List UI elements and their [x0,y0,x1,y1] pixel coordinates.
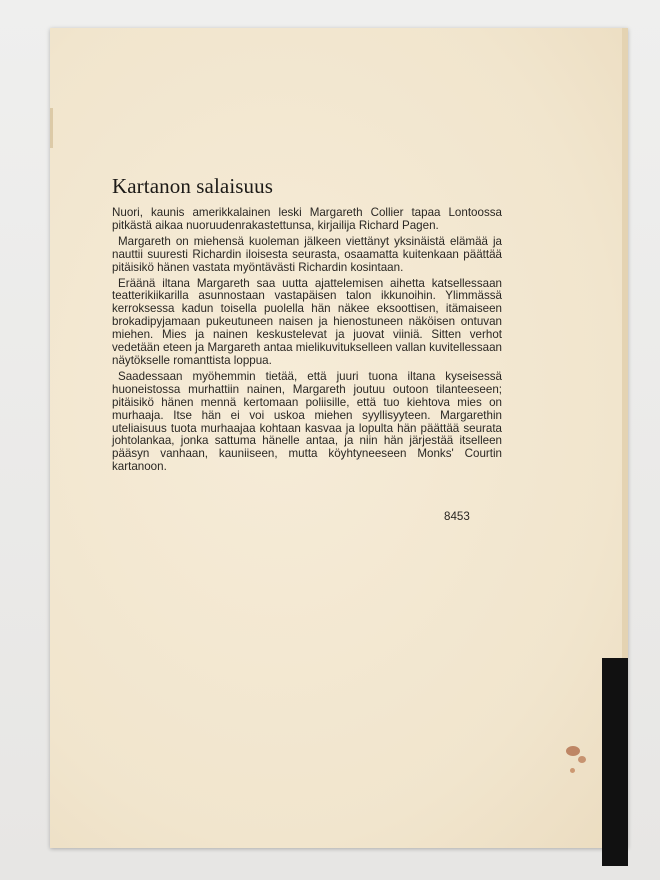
stain-mark [578,756,586,763]
blurb-paragraph: Saadessaan myöhemmin tietää, että juuri tuona iltana kyseisessä huoneistossa murhattiin nainen, Margareth joutuu outoon tilanteeseen; pitäisikö hänen mennä kertomaan poliisille, että tuo kiehtova mies on murhaaja. Itse hän ei voi uskoa miehen syyllisyyteen. Margarethin uteliaisuus tuota murhaajaa kohtaan kasvaa ja lopulta hän päättää seurata johtolankaa, jonka sattuma hänelle antaa, ja niin hän järjestää itselleen pääsyn vanhaan, kauniiseen, mutta köyhtyneeseen Monks' Courtin kartanoon. [112,369,502,474]
stain-mark [566,746,580,756]
blurb-paragraph: Eräänä iltana Margareth saa uutta ajattelemisen aihetta katsellessaan teatterikiikarilla asunnostaan vastapäisen talon ikkunoihin. Ylimmässä kerroksessa kadun toisella puolella hän näkee eksoottisen, itämaiseen brokadipyjamaan pukeutuneen naisen ja hienostuneen näköisen ontuvan miehen. Mies ja nainen keskustelevat ja juovat viiniä. Sitten verhot vedetään eteen ja Margareth antaa mielikuvitukselleen vallan kuvitellessaan näytökselle romanttista loppua. [112,276,502,367]
cover-edge-wear [50,108,53,148]
blurb-text [112,207,502,477]
blurb-paragraph: Nuori, kaunis amerikkalainen leski Margareth Collier tapaa Lontoossa pitkästä aikaa nuoruudenrakastettunsa, kirjailija Richard Pagen. [112,206,502,232]
stain-mark [570,768,575,773]
catalog-number: 8453 [444,510,470,523]
blurb-paragraph: Margareth on miehensä kuoleman jälkeen viettänyt yksinäistä elämää ja nauttii suuresti Richardin iloisesta seurasta, osaamatta kuitenkaan päättää pitäisikö hänen vastata myöntävästi Richardin kosintaan. [112,234,502,274]
book-title: Kartanon salaisuus [112,174,274,198]
black-strip [602,658,628,866]
